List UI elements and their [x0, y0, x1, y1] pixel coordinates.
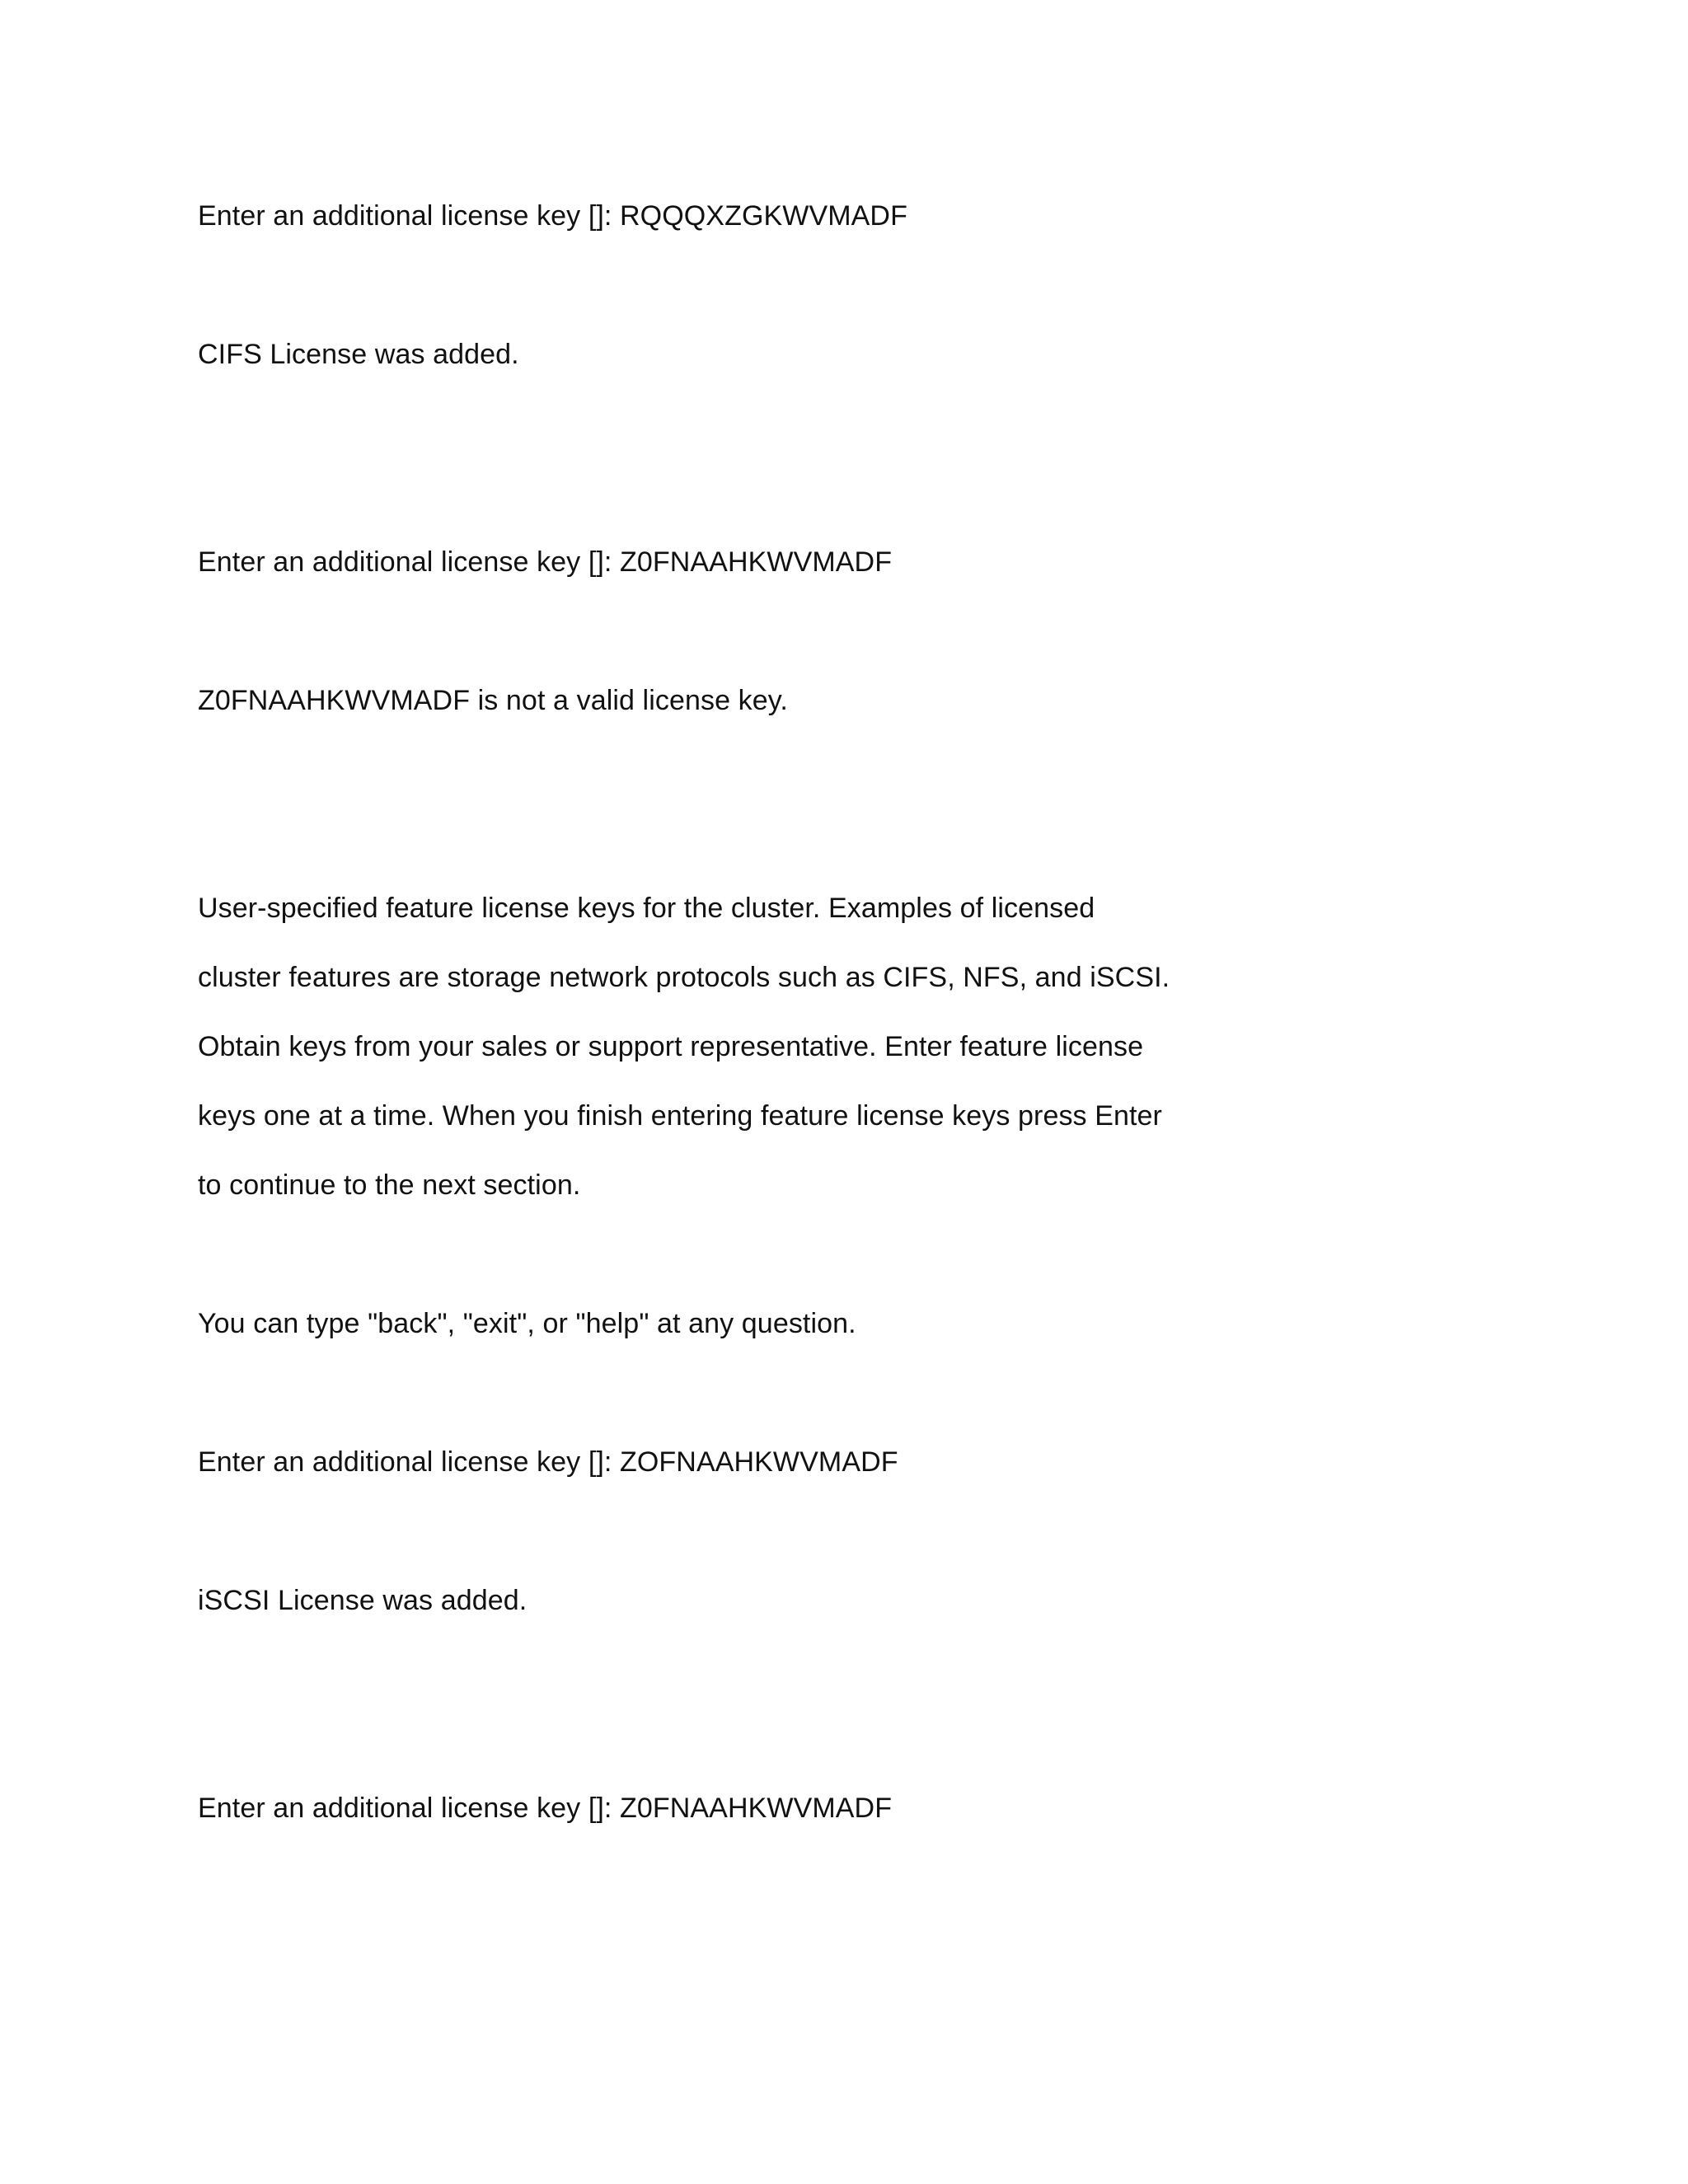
license-key-prompt-line: Enter an additional license key []: RQQQXZGKWVMADF: [198, 200, 907, 232]
description-line: to continue to the next section.: [198, 1169, 581, 1201]
license-key-prompt-line: Enter an additional license key []: Z0FNAAHKWVMADF: [198, 1793, 893, 1824]
invalid-license-key-line: Z0FNAAHKWVMADF is not a valid license key.: [198, 685, 788, 716]
description-line: keys one at a time. When you finish entering feature license keys press Enter: [198, 1100, 1162, 1132]
cifs-license-added-line: CIFS License was added.: [198, 339, 519, 370]
description-line: Obtain keys from your sales or support representative. Enter feature license: [198, 1031, 1144, 1062]
license-key-prompt-line: Enter an additional license key []: Z0FNAAHKWVMADF: [198, 546, 893, 578]
iscsi-license-added-line: iSCSI License was added.: [198, 1585, 528, 1616]
license-key-prompt-line: Enter an additional license key []: ZOFNAAHKWVMADF: [198, 1446, 898, 1478]
description-line: cluster features are storage network protocols such as CIFS, NFS, and iSCSI.: [198, 962, 1170, 993]
description-line: User-specified feature license keys for the cluster. Examples of licensed: [198, 893, 1095, 924]
help-hint-line: You can type "back", "exit", or "help" at any question.: [198, 1308, 856, 1339]
